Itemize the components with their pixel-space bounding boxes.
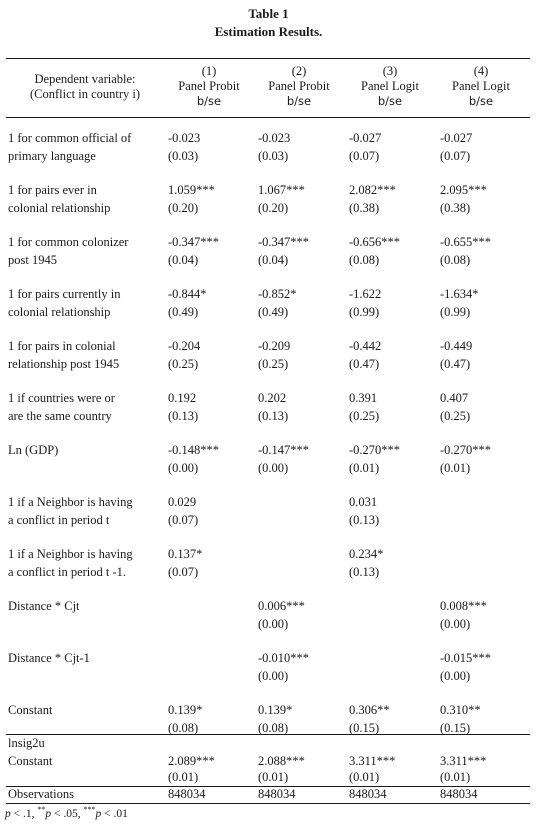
coefficient-cell: -1.622 xyxy=(349,287,382,301)
coefficient-cell: 0.029 xyxy=(168,495,197,509)
coefficient-cell: -0.148*** xyxy=(168,443,220,457)
row-label-line2: colonial relationship xyxy=(8,201,111,215)
standard-error-cell: (0.07) xyxy=(168,565,199,579)
row-label-line1: 1 if countries were or xyxy=(8,391,115,405)
row-label-line2: relationship post 1945 xyxy=(8,357,120,371)
standard-error-cell: (0.25) xyxy=(258,357,289,371)
coefficient-cell: -0.023 xyxy=(258,131,291,145)
standard-error-cell: (0.38) xyxy=(440,201,471,215)
standard-error-cell: (0.99) xyxy=(440,305,471,319)
coefficient-cell: -0.449 xyxy=(440,339,473,353)
standard-error-cell: (0.13) xyxy=(349,565,380,579)
standard-error-cell: (0.08) xyxy=(440,253,471,267)
row-label-line1: 1 for pairs currently in xyxy=(8,287,121,301)
standard-error-cell: (0.04) xyxy=(258,253,289,267)
coefficient-cell: 1.059*** xyxy=(168,183,215,197)
standard-error-cell: (0.00) xyxy=(258,461,289,475)
row-label-line1: 1 for pairs ever in xyxy=(8,183,97,197)
standard-error-cell: (0.20) xyxy=(258,201,289,215)
lnsig-heading: lnsig2u xyxy=(8,736,45,750)
standard-error-cell: (0.07) xyxy=(349,149,380,163)
col-num: (1) xyxy=(201,64,217,78)
lnsig-se-1: (0.01) xyxy=(168,770,199,784)
lnsig-coef-2: 2.088*** xyxy=(258,754,305,768)
col-num: (4) xyxy=(473,64,489,78)
coefficient-cell: -0.844* xyxy=(168,287,207,301)
coefficient-cell: -0.270*** xyxy=(349,443,401,457)
coefficient-cell: -0.147*** xyxy=(258,443,310,457)
footnote-p2: p xyxy=(45,807,52,820)
observations-2: 848034 xyxy=(258,787,296,801)
standard-error-cell: (0.00) xyxy=(440,617,471,631)
row-label-line1: 1 for pairs in colonial xyxy=(8,339,116,353)
col-num: (3) xyxy=(382,64,398,78)
row-label-line1: 1 if a Neighbor is having xyxy=(8,495,133,509)
standard-error-cell: (0.01) xyxy=(440,461,471,475)
coefficient-cell: 0.391 xyxy=(349,391,378,405)
row-label-line2: colonial relationship xyxy=(8,305,111,319)
standard-error-cell: (0.25) xyxy=(440,409,471,423)
footnote-t3: < .01 xyxy=(101,807,128,820)
col-name: Panel Logit xyxy=(452,79,510,93)
col-name: Panel Probit xyxy=(268,79,330,93)
coefficient-cell: 0.008*** xyxy=(440,599,487,613)
coefficient-cell: -0.023 xyxy=(168,131,201,145)
lnsig-se-3: (0.01) xyxy=(349,770,380,784)
coefficient-cell: 2.095*** xyxy=(440,183,487,197)
significance-footnote xyxy=(5,805,128,820)
row-label-line2: a conflict in period t -1. xyxy=(8,565,127,579)
row-label-line2: primary language xyxy=(8,149,96,163)
coefficient-cell: -0.852* xyxy=(258,287,297,301)
footnote-s3: *** xyxy=(83,805,96,814)
standard-error-cell: (0.08) xyxy=(349,253,380,267)
coefficient-cell: -0.270*** xyxy=(440,443,492,457)
coefficient-cell: 0.202 xyxy=(258,391,287,405)
standard-error-cell: (0.00) xyxy=(168,461,199,475)
coefficient-cell: -0.015*** xyxy=(440,651,492,665)
standard-error-cell: (0.20) xyxy=(168,201,199,215)
standard-error-cell: (0.13) xyxy=(349,513,380,527)
observations-4: 848034 xyxy=(440,787,478,801)
standard-error-cell: (0.49) xyxy=(168,305,199,319)
standard-error-cell: (0.38) xyxy=(349,201,380,215)
lnsig-constant-label: Constant xyxy=(8,754,53,768)
coefficient-cell: 0.031 xyxy=(349,495,378,509)
row-label-line2: post 1945 xyxy=(8,253,57,267)
row-label-line1: 1 if a Neighbor is having xyxy=(8,547,133,561)
lnsig-se-2: (0.01) xyxy=(258,770,289,784)
coefficient-cell: -0.442 xyxy=(349,339,382,353)
bottom-rule xyxy=(6,803,530,804)
coefficient-cell: -0.209 xyxy=(258,339,291,353)
col-stat: b/se xyxy=(468,94,494,108)
lnsig-coef-3: 3.311*** xyxy=(349,754,396,768)
standard-error-cell: (0.00) xyxy=(258,617,289,631)
standard-error-cell: (0.01) xyxy=(349,461,380,475)
standard-error-cell: (0.25) xyxy=(168,357,199,371)
standard-error-cell: (0.08) xyxy=(168,721,199,735)
standard-error-cell: (0.13) xyxy=(258,409,289,423)
standard-error-cell: (0.08) xyxy=(258,721,289,735)
footnote-p3: p xyxy=(95,807,102,820)
header-rule xyxy=(6,117,530,118)
dependent-variable-label xyxy=(10,72,160,102)
coefficient-cell: 0.006*** xyxy=(258,599,305,613)
column-header-1 xyxy=(165,64,253,109)
coefficient-cell: -0.347*** xyxy=(258,235,310,249)
coefficient-cell: -0.347*** xyxy=(168,235,220,249)
coefficient-cell: -0.655*** xyxy=(440,235,492,249)
standard-error-cell: (0.47) xyxy=(349,357,380,371)
coefficient-cell: 0.234* xyxy=(349,547,384,561)
row-label-line1: Constant xyxy=(8,703,53,717)
col-name: Panel Probit xyxy=(178,79,240,93)
row-label-line1: 1 for common colonizer xyxy=(8,235,129,249)
standard-error-cell: (0.25) xyxy=(349,409,380,423)
dep-var-line2: (Conflict in country i) xyxy=(29,87,141,101)
coefficient-cell: -0.010*** xyxy=(258,651,310,665)
coefficient-cell: 0.139* xyxy=(168,703,203,717)
footnote-t2: < .05, xyxy=(51,807,84,820)
observations-label: Observations xyxy=(8,787,74,801)
dep-var-line1: Dependent variable: xyxy=(34,72,136,86)
standard-error-cell: (0.99) xyxy=(349,305,380,319)
coefficient-cell: 1.067*** xyxy=(258,183,305,197)
row-label-line2: a conflict in period t xyxy=(8,513,110,527)
standard-error-cell: (0.07) xyxy=(168,513,199,527)
lnsig-rule xyxy=(6,734,530,735)
footnote-p: p xyxy=(5,807,11,820)
lnsig-se-4: (0.01) xyxy=(440,770,471,784)
coefficient-cell: -0.656*** xyxy=(349,235,401,249)
col-stat: b/se xyxy=(377,94,403,108)
coefficient-cell: -1.634* xyxy=(440,287,479,301)
col-name: Panel Logit xyxy=(361,79,419,93)
standard-error-cell: (0.03) xyxy=(258,149,289,163)
col-num: (2) xyxy=(291,64,307,78)
coefficient-cell: 2.082*** xyxy=(349,183,396,197)
coefficient-cell: 0.192 xyxy=(168,391,197,405)
standard-error-cell: (0.15) xyxy=(440,721,471,735)
coefficient-cell: 0.306** xyxy=(349,703,390,717)
observations-1: 848034 xyxy=(168,787,206,801)
coefficient-cell: 0.310** xyxy=(440,703,481,717)
top-rule xyxy=(6,58,530,59)
standard-error-cell: (0.07) xyxy=(440,149,471,163)
table-title: Table 1 xyxy=(248,6,289,21)
coefficient-cell: 0.139* xyxy=(258,703,293,717)
standard-error-cell: (0.13) xyxy=(168,409,199,423)
column-header-4 xyxy=(437,64,525,109)
coefficient-cell: -0.027 xyxy=(349,131,382,145)
standard-error-cell: (0.04) xyxy=(168,253,199,267)
coefficient-cell: 0.137* xyxy=(168,547,203,561)
standard-error-cell: (0.49) xyxy=(258,305,289,319)
column-header-2 xyxy=(255,64,343,109)
column-header-3 xyxy=(346,64,434,109)
coefficient-cell: -0.027 xyxy=(440,131,473,145)
lnsig-coef-4: 3.311*** xyxy=(440,754,487,768)
observations-3: 848034 xyxy=(349,787,387,801)
lnsig-coef-1: 2.089*** xyxy=(168,754,215,768)
col-stat: b/se xyxy=(196,94,222,108)
row-label-line1: Ln (GDP) xyxy=(8,443,59,457)
row-label-line1: 1 for common official of xyxy=(8,131,132,145)
standard-error-cell: (0.47) xyxy=(440,357,471,371)
table-subtitle: Estimation Results. xyxy=(214,24,323,39)
footnote-t1: < .1, xyxy=(10,807,38,820)
row-label-line2: are the same country xyxy=(8,409,112,423)
coefficient-cell: 0.407 xyxy=(440,391,469,405)
standard-error-cell: (0.15) xyxy=(349,721,380,735)
standard-error-cell: (0.00) xyxy=(258,669,289,683)
row-label-line1: Distance * Cjt xyxy=(8,599,80,613)
standard-error-cell: (0.03) xyxy=(168,149,199,163)
col-stat: b/se xyxy=(286,94,312,108)
row-label-line1: Distance * Cjt-1 xyxy=(8,651,90,665)
footnote-s2: ** xyxy=(37,805,46,814)
standard-error-cell: (0.00) xyxy=(440,669,471,683)
coefficient-cell: -0.204 xyxy=(168,339,201,353)
